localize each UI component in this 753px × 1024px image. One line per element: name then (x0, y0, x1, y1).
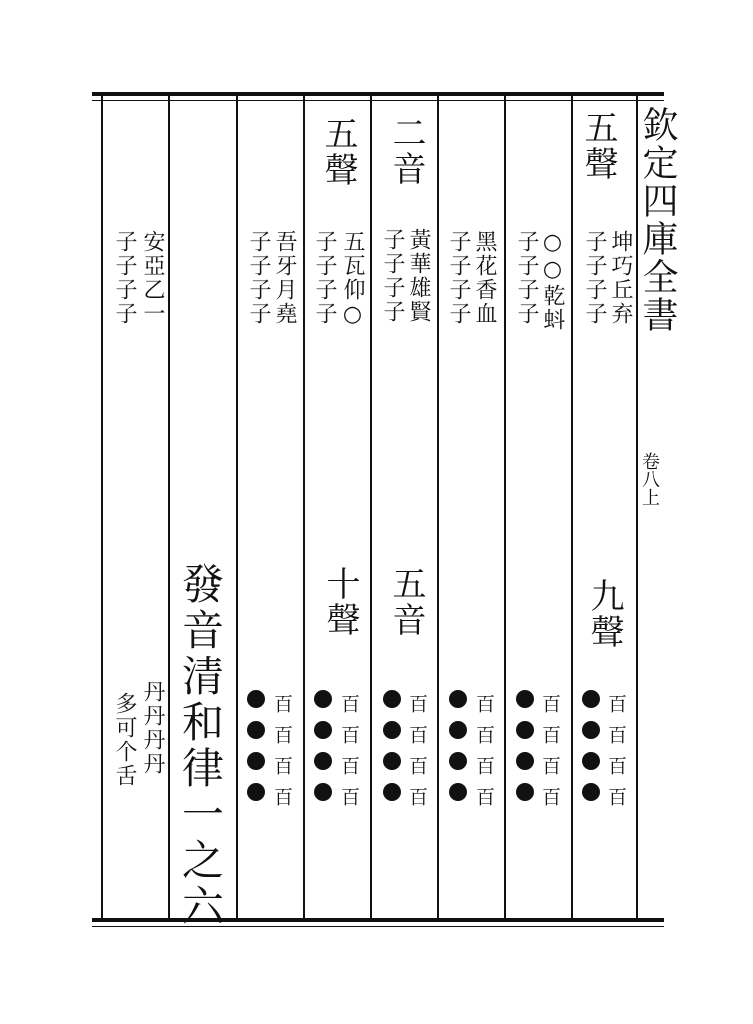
column-divider (236, 96, 238, 922)
mark-column (272, 694, 292, 818)
char-row: 黃華雄賢 (406, 228, 431, 324)
tone-dots (314, 690, 332, 801)
mark: 百 (539, 694, 561, 725)
mark: 百 (539, 725, 561, 756)
filled-circle (314, 783, 332, 801)
filled-circle (247, 690, 265, 708)
mark: 百 (406, 756, 428, 787)
filled-circle (247, 783, 265, 801)
char-row: 子子子子 (514, 230, 539, 326)
top-border-inner (92, 100, 664, 101)
tone-dots (449, 690, 467, 801)
column-divider (370, 96, 372, 922)
char-row: 子子子子 (582, 230, 607, 326)
filled-circle (314, 721, 332, 739)
column-divider (168, 96, 170, 922)
filled-circle (516, 690, 534, 708)
char-row: 丹丹丹丹 (140, 680, 165, 776)
char-row: 子子子子 (446, 230, 471, 326)
mark: 百 (539, 756, 561, 787)
tone-dots (516, 690, 534, 801)
char-row: 子子子子 (112, 230, 137, 326)
column-divider (303, 96, 305, 922)
mark: 百 (406, 787, 428, 818)
tone-dots (247, 690, 265, 801)
filled-circle (582, 752, 600, 770)
mark: 百 (539, 787, 561, 818)
char-row: 五瓦仰○ (340, 230, 365, 329)
mark-column (339, 694, 359, 818)
filled-circle (314, 690, 332, 708)
filled-circle (516, 783, 534, 801)
mark: 百 (406, 725, 428, 756)
mark-column (540, 694, 560, 818)
char-row: 子子子子 (312, 230, 337, 326)
char-row: 多可个舌 (112, 692, 137, 788)
mark: 百 (338, 694, 360, 725)
column-heading: 五音 (386, 566, 426, 638)
mark: 百 (271, 756, 293, 787)
filled-circle (383, 690, 401, 708)
column-heading: 五聲 (318, 116, 358, 188)
book-title: 欽定四庫全書 (637, 106, 678, 334)
column-heading: 十聲 (320, 566, 360, 638)
mark: 百 (338, 725, 360, 756)
column-divider (101, 96, 103, 922)
tone-dots (582, 690, 600, 801)
mark: 百 (605, 756, 627, 787)
top-border (92, 92, 664, 96)
filled-circle (383, 721, 401, 739)
mark: 百 (605, 725, 627, 756)
mark: 百 (473, 787, 495, 818)
filled-circle (247, 752, 265, 770)
filled-circle (582, 721, 600, 739)
mark: 百 (338, 787, 360, 818)
char-row: 子子子子 (246, 230, 271, 326)
char-row: 安亞乙一 (140, 230, 165, 326)
mark: 百 (473, 725, 495, 756)
mark: 百 (605, 787, 627, 818)
column-heading: 五聲 (578, 110, 618, 182)
column-heading: 二音 (386, 115, 426, 187)
filled-circle (247, 721, 265, 739)
filled-circle (383, 752, 401, 770)
filled-circle (383, 783, 401, 801)
mark: 百 (271, 787, 293, 818)
tone-dots (383, 690, 401, 801)
filled-circle (516, 721, 534, 739)
filled-circle (449, 752, 467, 770)
filled-circle (582, 783, 600, 801)
volume-label: 卷八上 (639, 452, 660, 506)
filled-circle (449, 783, 467, 801)
mark-column (474, 694, 494, 818)
filled-circle (582, 690, 600, 708)
char-row: 子子子子 (380, 228, 405, 324)
column-divider (437, 96, 439, 922)
mark: 百 (605, 694, 627, 725)
mark-column (407, 694, 427, 818)
mark: 百 (473, 694, 495, 725)
column-heading: 九聲 (584, 578, 624, 650)
column-divider (504, 96, 506, 922)
char-row: ○○乾蚪 (540, 230, 565, 332)
char-row: 黑花香血 (472, 230, 497, 326)
mark: 百 (473, 756, 495, 787)
mark-column (606, 694, 626, 818)
mark: 百 (406, 694, 428, 725)
char-row: 吾牙月堯 (272, 230, 297, 326)
char-row: 坤巧丘弃 (608, 230, 633, 326)
filled-circle (449, 690, 467, 708)
column-divider (571, 96, 573, 922)
mark: 百 (338, 756, 360, 787)
mark: 百 (271, 694, 293, 725)
mark: 百 (271, 725, 293, 756)
filled-circle (516, 752, 534, 770)
section-title: 發音清和律一之六 (176, 562, 225, 930)
filled-circle (314, 752, 332, 770)
filled-circle (449, 721, 467, 739)
